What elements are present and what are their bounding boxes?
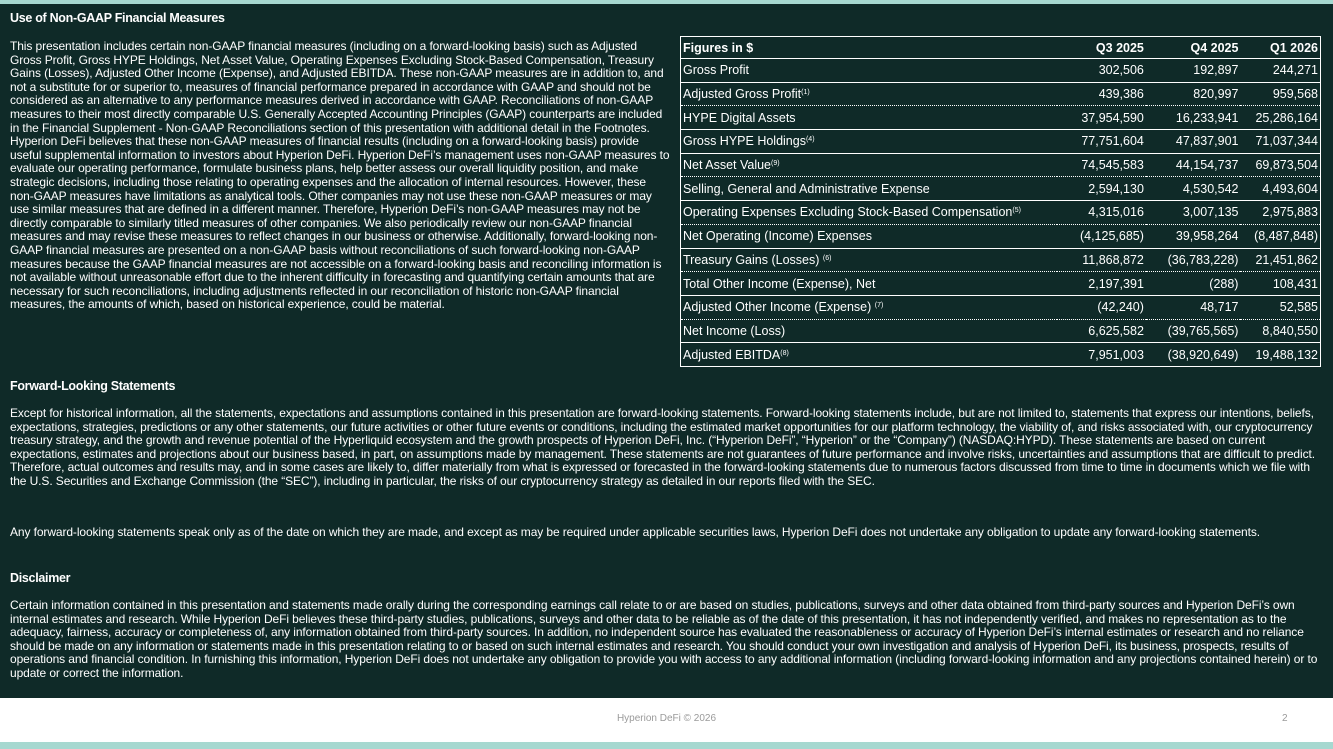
table-row: [681, 319, 1321, 343]
cell-q1: 71,037,344: [1240, 130, 1320, 154]
row-label: Net Operating (Income) Expenses: [681, 224, 1058, 248]
table-header-row: [681, 37, 1321, 59]
cell-q1: 2,975,883: [1240, 201, 1320, 225]
cell-q3: (42,240): [1057, 295, 1146, 319]
disclaimer-heading: Disclaimer: [10, 571, 71, 585]
nongaap-paragraph: This presentation includes certain non-GAAP financial measures (including on a forward-looking basis) such as Adjusted Gross Profit, Gross HYPE Holdings, Net Asset Value, Operating Expenses Excluding Stock-Based Compensation, Treasury Gains (Losses), Adjusted Other Income (Expense), and Adjusted EBITDA. These non-GAAP measures are in addition to, and not a substitute for or superior to, measures of financial performance prepared in accordance with GAAP and should not be considered as an alternative to any performance measures derived in accordance with GAAP. Reconciliations of non-GAAP measures to their most directly comparable U.S. Generally Accepted Accounting Principles (GAAP) counterparts are included in the Financial Supplement - Non-GAAP Reconciliations section of this presentation with additional detail in the Footnotes. Hyperion DeFi believes that these non-GAAP measures of financial results (including on a forward-looking basis) provide useful supplemental information to investors about Hyperion DeFi. Hyperion DeFi’s management uses non-GAAP measures to evaluate our operating performance, formulate business plans, help better assess our overall liquidity position, and make strategic decisions, including those relating to operating expenses and the allocation of internal resources. However, these non-GAAP measures have limitations as analytical tools. Other companies may not use these non-GAAP measures or may use similar measures that are defined in a different manner. Therefore, Hyperion DeFi’s non-GAAP measures may not be directly comparable to similarly titled measures of other companies. We also periodically review our non-GAAP financial measures and may revise these measures to reflect changes in our business or otherwise. Additionally, forward-looking non-GAAP financial measures are presented on a non-GAAP basis without reconciliations of such forward-looking non-GAAP measures because the GAAP financial measures are not accessible on a forward-looking basis and reconciling information is not available without unreasonable effort due to the inherent difficulty in forecasting and quantifying certain amounts that are necessary for such reconciliations, including adjustments reflected in our reconciliation of historic non-GAAP financial measures, the amounts of which, based on historical experience, could be material.: [10, 39, 670, 312]
row-label: Net Asset Value$^{(9)}$: [681, 153, 1058, 177]
row-label: Adjusted Other Income (Expense) $^{(7)}$: [681, 295, 1058, 319]
cell-q1: 959,568: [1240, 82, 1320, 106]
row-label: Treasury Gains (Losses) $^{(6)}$: [681, 248, 1058, 272]
cell-q4: 44,154,737: [1146, 153, 1241, 177]
cell-q4: (38,920,649): [1167, 347, 1239, 362]
cell-q1: 8,840,550: [1240, 319, 1320, 343]
cell-q1: 69,873,504: [1240, 153, 1320, 177]
cell-q1: 244,271: [1240, 59, 1320, 83]
table-row: [681, 295, 1321, 319]
content-panel: [0, 4, 1333, 698]
table-row: [681, 272, 1321, 296]
forward-looking-heading: Forward-Looking Statements: [10, 379, 176, 393]
cell-q3: 2,594,130: [1057, 177, 1146, 201]
page-number: 2: [1282, 713, 1288, 724]
cell-q1: (8,487,848): [1240, 224, 1320, 248]
table-header-q1-2026: Q1 2026: [1240, 37, 1320, 59]
nongaap-heading: Use of Non-GAAP Financial Measures: [10, 11, 225, 25]
table-row: [681, 106, 1321, 130]
row-label: Total Other Income (Expense), Net: [681, 272, 1058, 296]
cell-q4: 47,837,901: [1146, 130, 1241, 154]
table-row: [681, 153, 1321, 177]
table-header-q3-2025: Q3 2025: [1057, 37, 1146, 59]
table-row: [681, 343, 1321, 367]
cell-q3: 7,951,003: [1088, 347, 1144, 362]
forward-looking-paragraph-1: Except for historical information, all the statements, expectations and assumptions contained in this presentation are forward-looking statements. Forward-looking statements include, but are not limited to, statements that express our intentions, beliefs, expectations, strategies, predictions or any other statements, our future activities or other future events or conditions, including the estimated market opportunities for our platform technology, the viability of, and risks associated with, our cryptocurrency treasury strategy, and the growth and revenue potential of the Hyperliquid ecosystem and the growth prospects of Hyperion DeFi, Inc. (“Hyperion DeFi”, “Hyperion” or the “Company”) (NASDAQ:HYPD). These statements are based on current expectations, estimates and projections about our business based, in part, on assumptions made by management. These statements are not guarantees of future performance and involve risks, uncertainties and assumptions that are difficult to predict. Therefore, actual outcomes and results may, and in some cases are likely to, differ materially from what is expressed or forecasted in the forward-looking statements due to numerous factors discussed from time to time in documents which we file with the U.S. Securities and Exchange Commission (the “SEC”), including in particular, the risks of our cryptocurrency strategy as detailed in our reports filed with the SEC.: [10, 406, 1315, 488]
cell-q3: 302,506: [1057, 59, 1146, 83]
cell-q3: 77,751,604: [1057, 130, 1146, 154]
cell-q1: 4,493,604: [1240, 177, 1320, 201]
cell-q3: 2,197,391: [1057, 272, 1146, 296]
row-label: Adjusted EBITDA$^{(8)}$: [683, 347, 789, 362]
financial-table: [680, 36, 1321, 367]
cell-q4: 3,007,135: [1146, 201, 1241, 225]
cell-q1: 52,585: [1240, 295, 1320, 319]
cell-q4: (39,765,565): [1146, 319, 1241, 343]
cell-q4: 4,530,542: [1146, 177, 1241, 201]
cell-q4: 39,958,264: [1146, 224, 1241, 248]
table-header-label: Figures in $: [681, 37, 1058, 59]
cell-q3: 439,386: [1057, 82, 1146, 106]
row-label: Adjusted Gross Profit$^{(1)}$: [681, 82, 1058, 106]
table-row: [681, 82, 1321, 106]
row-label: Gross HYPE Holdings$^{(4)}$: [681, 130, 1058, 154]
cell-q4: 48,717: [1146, 295, 1241, 319]
cell-q4: 16,233,941: [1146, 106, 1241, 130]
footer-copyright: Hyperion DeFi © 2026: [616, 713, 717, 724]
cell-q3: 37,954,590: [1057, 106, 1146, 130]
table-row: [681, 224, 1321, 248]
row-label: Net Income (Loss): [681, 319, 1058, 343]
disclaimer-paragraph: Certain information contained in this presentation and statements made orally during the corresponding earnings call relate to or are based on studies, publications, surveys and other data obtained from third-party sources and Hyperion DeFi’s own internal estimates and research. While Hyperion DeFi believes these third-party studies, publications, surveys and other data to be reliable as of the date of this presentation, it has not independently verified, and makes no representation as to the adequacy, fairness, accuracy or completeness of, any information obtained from third-party sources. In addition, no independent source has evaluated the reasonableness or accuracy of Hyperion DeFi’s internal estimates or research and no reliance should be made on any information or statements made in this presentation relating to or based on such internal estimates and research. You should conduct your own investigation and analysis of Hyperion DeFi, its business, prospects, results of operations and financial condition. In furnishing this information, Hyperion DeFi does not undertake any obligation to provide you with access to any additional information (including forward-looking information and any projections contained herein) or to update or correct the information.: [10, 598, 1318, 680]
cell-q3: 74,545,583: [1057, 153, 1146, 177]
cell-q3: (4,125,685): [1057, 224, 1146, 248]
cell-q4: 820,997: [1146, 82, 1241, 106]
cell-q1: 25,286,164: [1240, 106, 1320, 130]
row-label: Gross Profit: [681, 59, 1058, 83]
table-row: [681, 177, 1321, 201]
table-row: [681, 59, 1321, 83]
cell-q3: 11,868,872: [1057, 248, 1146, 272]
forward-looking-paragraph-2: Any forward-looking statements speak only as of the date on which they are made, and except as may be required under applicable securities laws, Hyperion DeFi does not undertake any obligation to update any forward-looking statements.: [10, 525, 1260, 539]
row-label: HYPE Digital Assets: [681, 106, 1058, 130]
cell-q1: 21,451,862: [1240, 248, 1320, 272]
cell-q4: (36,783,228): [1146, 248, 1241, 272]
cell-q4: (288): [1146, 272, 1241, 296]
footer: [0, 698, 1333, 742]
cell-q3: 6,625,582: [1057, 319, 1146, 343]
table-row: [681, 201, 1321, 225]
row-label: Operating Expenses Excluding Stock-Based Compensation$^{(5)}$: [681, 201, 1058, 225]
cell-q4: 192,897: [1146, 59, 1241, 83]
cell-q1: 19,488,132: [1255, 347, 1318, 362]
cell-q1: 108,431: [1240, 272, 1320, 296]
table-row: [681, 130, 1321, 154]
row-label: Selling, General and Administrative Expense: [681, 177, 1058, 201]
table-row: [681, 248, 1321, 272]
table-header-q4-2025: Q4 2025: [1146, 37, 1241, 59]
cell-q3: 4,315,016: [1057, 201, 1146, 225]
bottom-accent-bar: [0, 742, 1333, 749]
